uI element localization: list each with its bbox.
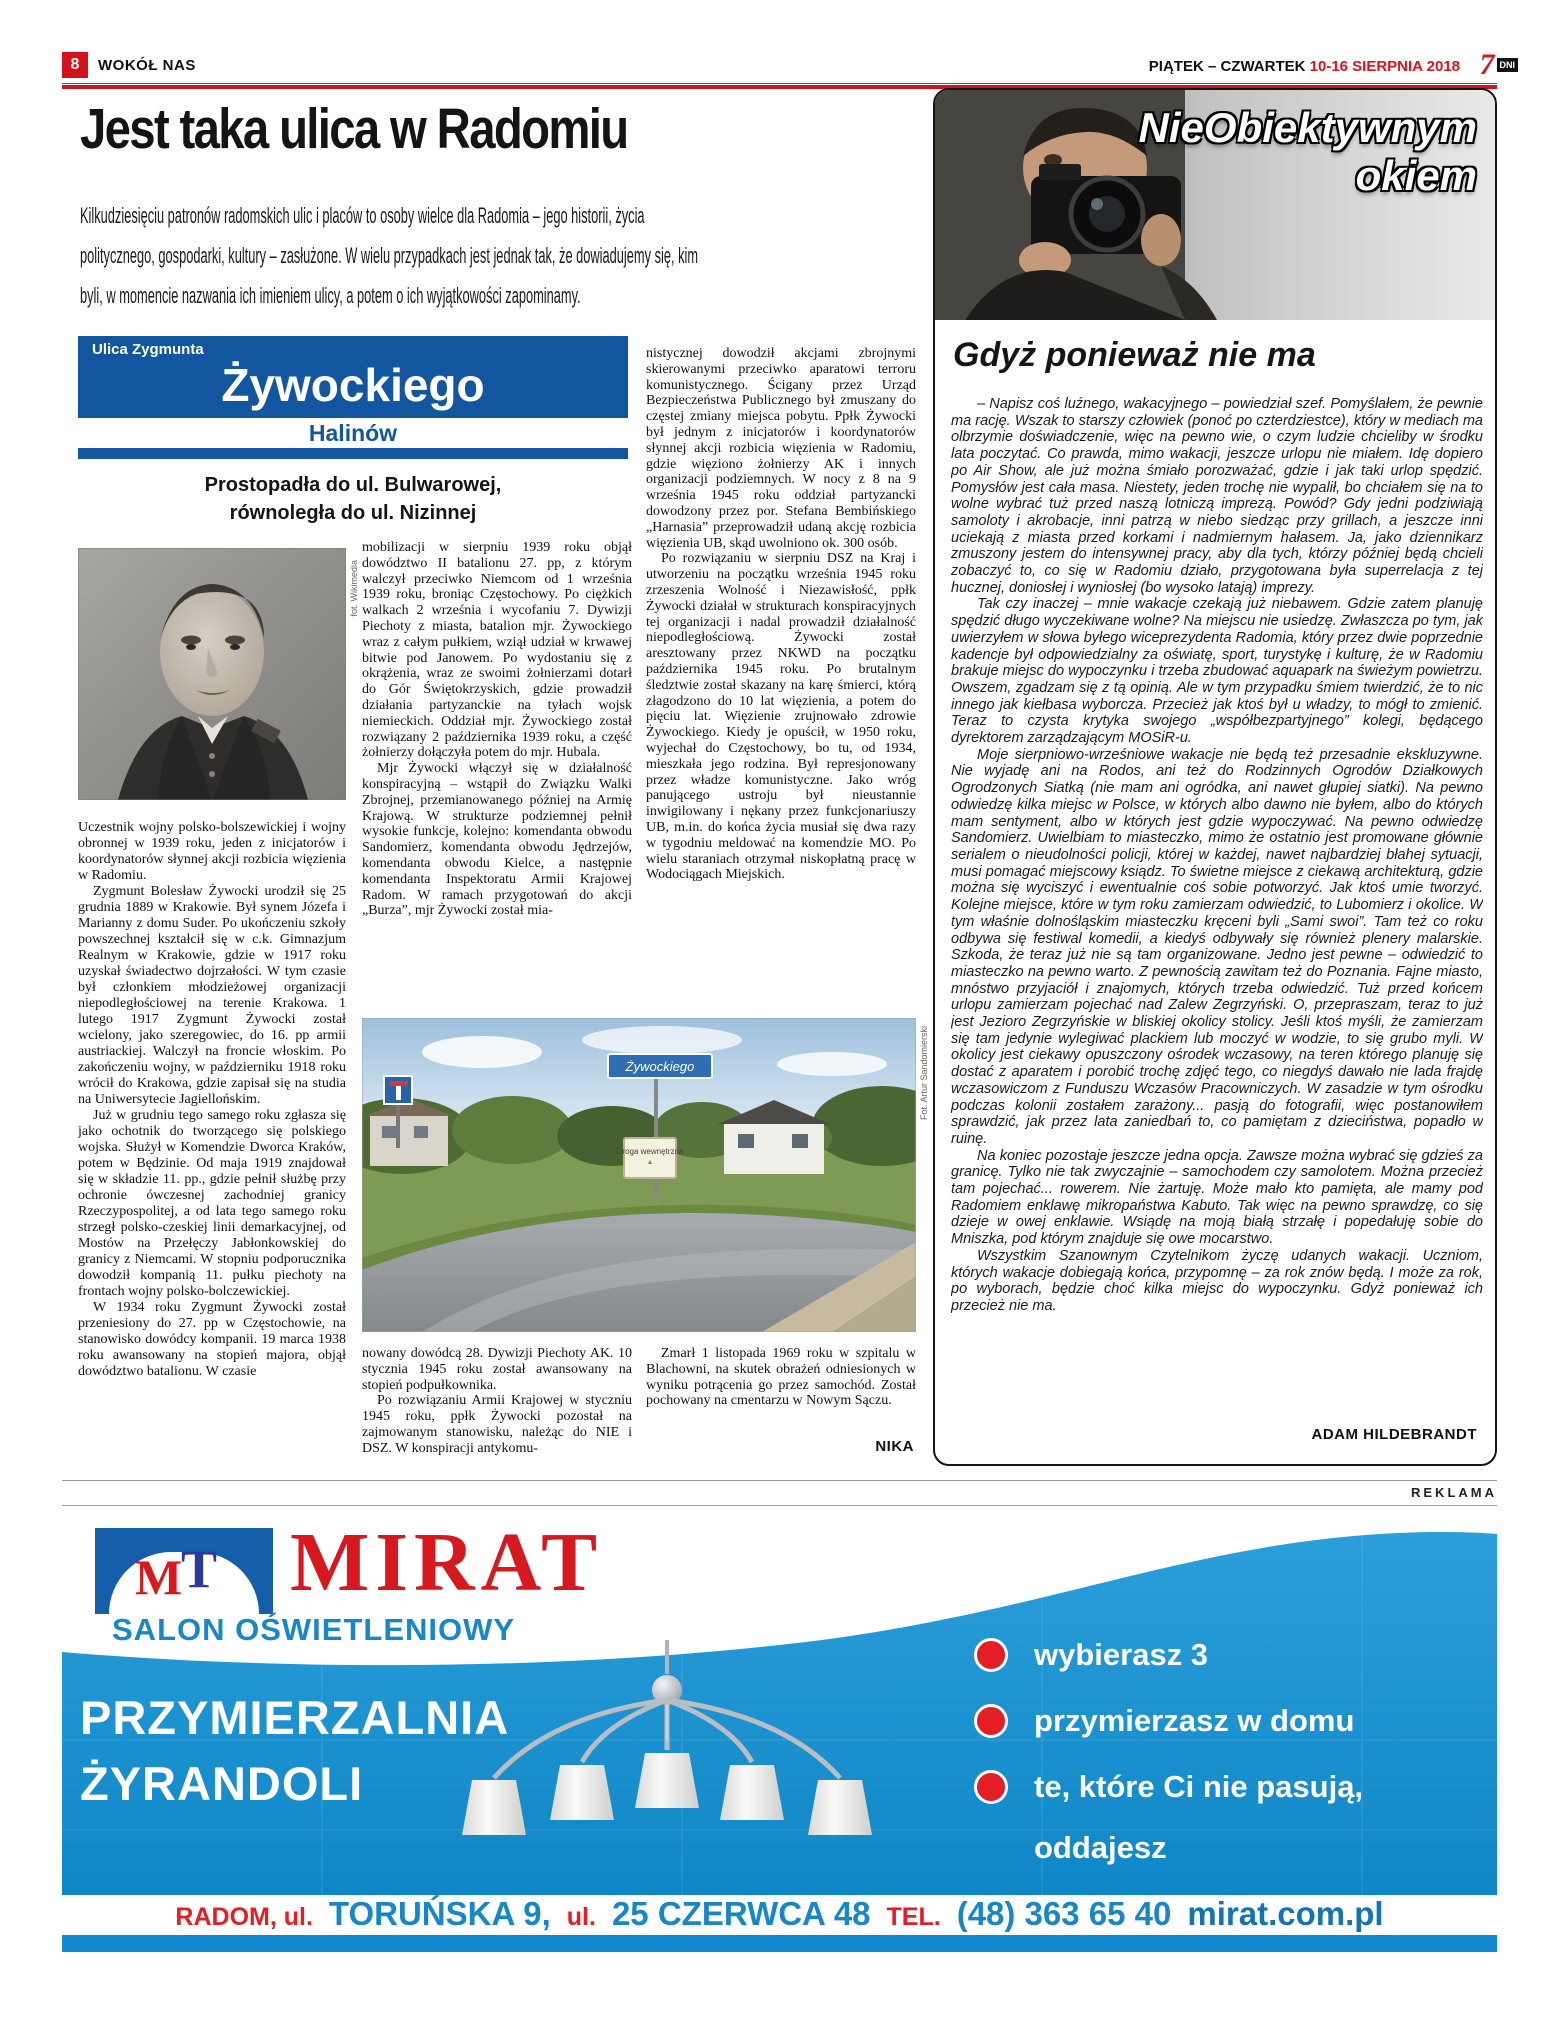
ad-subtitle: SALON OŚWIETLENIOWY xyxy=(112,1612,516,1647)
location-note-line2: równoległa do ul. Nizinnej xyxy=(229,502,477,524)
date-range: 10-16 SIERPNIA 2018 xyxy=(1309,58,1460,75)
article-column-3 xyxy=(646,346,916,1020)
paragraph: Po rozwiązaniu w sierpniu DSZ na Kraj i utworzeniu na początku września 1945 roku zrzeszenia Wolność i Niezawisłość, ppłk Żywocki działał w strukturach konspiracyjnych tej organizacji i nadal prowadził działalność niepodległościową. Żywocki został aresztowany przez NKWD na początku października 1945 roku. Po brutalnym śledztwie został skazany na karę śmierci, którą złagodzono do 10 lat więzienia, a potem do pięciu lat. Więzienie zrujnowało zdrowie Żywockiego. Kiedy je opuścił, w 1950 roku, wyjechał do Częstochowy, bo tu, od 1934, mieszkała jego rodzina. Był represjonowany przez władze komunistyczne. Jako wróg panującego ustroju był nieustannie inwigilowany i nękany przez funkcjonariuszy UB, m.in. do końca życia musiał się dwa razy w tygodniu meldować na komendzie MO. Po wielu staraniach otrzymał niskopłatną pracę w Wodociągach Miejskich. xyxy=(646,551,916,883)
oped-column-logo xyxy=(1139,104,1477,200)
oped-author: ADAM HILDEBRANDT xyxy=(1311,1426,1477,1443)
reklama-label: REKLAMA xyxy=(1411,1485,1497,1500)
location-note-line1: Prostopadła do ul. Bulwarowej, xyxy=(204,474,502,496)
mirat-advertisement xyxy=(62,1512,1497,1952)
section-title: WOKÓŁ NAS xyxy=(98,57,196,74)
paragraph: Zmarł 1 listopada 1969 roku w szpitalu w Blachowni, na skutek obrażeń odniesionych w wyniku potrącenia go przez samochód. Został pochowany na cmentarzu w Nowym Sączu. xyxy=(646,1346,916,1409)
phone-label: TEL. xyxy=(886,1903,941,1931)
issue-date xyxy=(1149,58,1460,75)
phone-number: (48) 363 65 40 xyxy=(956,1895,1172,1932)
ad-bullet-3 xyxy=(974,1769,1363,1805)
ad-bigline-1: PRZYMIERZALNIA xyxy=(80,1691,510,1744)
article-column-2-below xyxy=(362,1346,632,1480)
paragraph: nistycznej dowodził akcjami zbrojnymi skierowanymi przeciwko aparatowi terroru komunistycznego. Ścigany przez Urząd Bezpieczeństwa Publicznego był zmuszany do częstej zmiany miejsca pobytu. Ppłk Żywocki był jednym z inicjatorów i koordynatorów słynnej akcji rozbicia więzienia w Radomiu, gdzie więziono żołnierzy AK i innych organizacji podziemnych. W nocy z 8 na 9 września 1945 roku oddział partyzancki dowodzony przez por. Stefana Bembińskiego „Harnasia” przeprowadził udaną akcję rozbicia więzienia UB, skąd uwolniono ok. 300 osób. xyxy=(646,346,916,551)
address-city: RADOM, ul. xyxy=(175,1903,313,1931)
street-kicker: Ulica Zygmunta xyxy=(92,341,204,358)
oped-title: Gdyż ponieważ nie ma xyxy=(953,336,1316,374)
street-name-box xyxy=(78,336,628,418)
district-underline xyxy=(78,448,628,459)
date-prefix: PIĄTEK – CZWARTEK xyxy=(1148,58,1310,75)
article-headline: Jest taka ulica w Radomiu xyxy=(80,97,628,161)
ad-address-bar xyxy=(62,1895,1497,1935)
svg-text:▲: ▲ xyxy=(646,1159,654,1166)
street-name: Żywockiego xyxy=(221,359,485,411)
paragraph: mobilizacji w sierpniu 1939 roku objął dowództwo II batalionu 27. pp, z którym walczył przeciwko Niemcom od 1 września 1939 roku, broniąc Częstochowy. Po ciężkich walkach 2 września i wycofaniu 7. Dywizji Piechoty z miasta, batalion mjr. Żywockiego wraz z całym pułkiem, wziął udział w krwawej bitwie pod Janowem. Po wydostaniu się z okrążenia, wraz ze swoimi żołnierzami dotarł do Gór Świętokrzyskich, gdzie prowadził działania partyzanckie na tyłach wojsk niemieckich. Oddział mjr. Żywockiego został rozwiązany 2 października 1939 roku, a część żołnierzy dołączyła potem do mjr. Hubala. xyxy=(362,540,632,761)
bullet-dot-icon xyxy=(974,1638,1008,1672)
bullet-dot-icon xyxy=(974,1704,1008,1738)
article-column-1 xyxy=(78,820,346,1482)
oped-column-box xyxy=(933,88,1497,1466)
bullet-dot-icon xyxy=(974,1770,1008,1804)
paragraph: Tak czy inaczej – mnie wakacje czekają już niebawem. Gdzie zatem planuję spędzić długo wyczekiwane wolne? Na miejscu nie usiedzę. Zwłaszcza po tym, jak uwierzyłem w słowa byłego wiceprezydenta Radomia, który przez dwie poprzednie kadencje był odpowiedzialny za oświatę, sport, turystykę i kulturę, że w Radomiu brakuje miejsc do wypoczynku i trzeba zbudować aquapark na świeżym powietrzu. Owszem, zgadzam się z tą opinią. Ale w tym przypadku śmiem twierdzić, że to nic innego jak kiełbasa wyborcza. Przecież jak ktoś był u władzy, to mógł to zmienić. Teraz to czysta krytyka swojego „współbezpartyjnego” kolegi, będącego dyrektorem zarządzającym MOSiR-u. xyxy=(951,596,1483,747)
mirat-logo xyxy=(95,1528,273,1614)
street-sign-label: Żywockiego xyxy=(625,1059,695,1074)
bullet-label: te, które Ci nie pasują, xyxy=(1034,1769,1364,1804)
paragraph: Na koniec pozostaje jeszcze jedna opcja. Zawsze można wybrać się gdzieś za granicę. Tylko nie tak zwyczajnie – samochodem czy samolotem. Można przecież tam pojechać... rowerem. Nie żartuję. Może mało kto pamięta, ale mamy pod Radomiem enklawę mikropaństwa Kabuto. Tak więc na pewno sprawdzę, co się dzieje w owej enklawie. Wsiądę na moją białą strzałę i popedałuję sobie do Mniszka, pod którym znajduje się owe mocarstwo. xyxy=(951,1147,1483,1248)
district-label: Halinów xyxy=(78,418,628,448)
mirat-monogram-m: M xyxy=(135,1549,183,1605)
ad-bullet-1 xyxy=(974,1637,1208,1673)
oped-logo-line2: okiem xyxy=(1355,152,1477,199)
masthead-rule-thin xyxy=(62,83,1497,84)
portrait-photo xyxy=(78,548,346,800)
bullet-label: przymierzasz w domu xyxy=(1034,1703,1355,1738)
address-ul: ul. xyxy=(566,1903,596,1931)
paragraph: Wszystkim Szanownym Czytelnikom życzę udanych wakacji. Uczniom, których wakacje dobiegają końca, przypomnę – za rok znów będą. I może za rok, po wyborach, będzie choć kilka miejsc do wypoczynku. Gdyż ponieważ ich przecież nie ma. xyxy=(951,1247,1483,1314)
paragraph: nowany dowódcą 28. Dywizji Piechoty AK. 10 stycznia 1945 roku został awansowany na stopień podpułkownika. xyxy=(362,1346,632,1393)
article-column-3-below xyxy=(646,1346,916,1442)
paragraph: Już w grudniu tego samego roku zgłasza się jako ochotnik do tworzącego się polskiego wojska. Służył w Komendzie Dworca Kraków, potem w Będzinie. Od maja 1919 znajdował się w składzie 11. pp., gdzie pełnił służbę przy ochronie ówczesnej zachodniej granicy Rzeczypospolitej, a od lata tego samego roku strzegł polsko-czeskiej linii demarkacyjnej, od Mostów na Przełęczy Jabłonkowskiej do granicy z Niemcami. W stopniu podporucznika dowodził kompanią 11. pułku piechoty na frontach wojny polsko-bolczewickiej. xyxy=(78,1108,346,1299)
logo-dni-label: DNI xyxy=(1497,58,1519,72)
paragraph: W 1934 roku Zygmunt Żywocki został przeniesiony do 27. pp w Częstochowie, na stanowisko dowódcy kompanii. 19 marca 1938 roku awansowany na stopień majora, objął dowództwo batalionu. W czasie xyxy=(78,1300,346,1379)
paragraph: Zygmunt Bolesław Żywocki urodził się 25 grudnia 1889 w Krakowie. Był synem Józefa i Marianny z domu Suder. Po ukończeniu szkoły powszechnej kształcił się w c.k. Gimnazjum Realnym w Krakowie, gdzie w 1917 roku uzyskał świadectwo dojrzałości. W tym czasie był członkiem młodzieżowej organizacji niepodległościowej na terenie Krakowa. 1 lutego 1917 Zygmunt Żywocki został wcielony, jako szeregowiec, do 16. pp armii austriackiej. Walczył na froncie włoskim. Po zakończeniu wojny, w październiku 1918 roku wrócił do Krakowa, gdzie zapisał się na studia na Uniwersytecie Jagiellońskim. xyxy=(78,884,346,1107)
website-url: mirat.com.pl xyxy=(1187,1895,1384,1932)
mirat-monogram-t: T xyxy=(181,1539,218,1599)
mirat-brand-name: MIRAT xyxy=(290,1516,604,1609)
address-street-2: 25 CZERWCA 48 xyxy=(611,1895,871,1932)
paragraph: – Napisz coś luźnego, wakacyjnego – powiedział szef. Pomyślałem, że pewnie ma rację. Wszak to starszy człowiek (ponoć po czterdziestce), który w mediach ma olbrzymie doświadczenie, więc na pewno wie, o czym ludzie chcieliby w środku lata poczytać. Co prawda, mimo wakacji, jeszcze urlopu nie miałem. Idę dopiero po Air Show, ale już można śmiało porozważać, gdzie i jak taki urlop spędzić. Pomysłów jest cała masa. Niestety, jeden trochę nie wypalił, bo chciałem się na to wolne wybrać tuż przed naszą lotniczą imprezą. Powód? Gdy jedni podziwiają samoloty i akrobacje, inni patrzą w niebo siedząc przy grillach, a jeszcze inni uciekają z miasta przed korkami i nadmiernym hałasem. Ja, jako dziennikarz zmuszony jestem do intensywnej pracy, aby dla tych, którzy później będą chcieli zobaczyć to, co się w Radomiu działo, przygotowana była superrelacja z tej hucznej, doniosłej i wyniosłej (bo wysoko latają) imprezy. xyxy=(951,396,1483,596)
portrait-photo-caption: fot. Wikimedia xyxy=(349,560,359,617)
page-number: 8 xyxy=(62,52,88,78)
street-photo xyxy=(362,1018,916,1332)
oped-logo-line1: NieObiektywnym xyxy=(1138,104,1477,151)
article-byline: NIKA xyxy=(875,1438,914,1455)
paragraph: Mjr Żywocki włączył się w działalność konspiracyjną – wstąpił do Związku Walki Zbrojnej, przemianowanego później na Armię Krajową. W strukturze podziemnej pełnił wysokie funkcje, kolejno: komendanta obwodu Sandomierz, komendanta obwodu Jędrzejów, komendanta obwodu Kielce, a następnie komendanta Inspektoratu Armii Krajowej Radom. W ramach przygotowań do akcji „Burza”, mjr Żywocki został mia- xyxy=(362,761,632,919)
bullet-label: oddajesz xyxy=(1034,1830,1167,1865)
bullet-label: wybierasz 3 xyxy=(1034,1637,1209,1672)
ad-bottom-strip xyxy=(62,1935,1497,1952)
paragraph: Po rozwiązaniu Armii Krajowej w styczniu 1945 roku, ppłk Żywocki pozostał na zajmowanym stanowisku, należąc do NIE i DSZ. W konspiracji antykomu- xyxy=(362,1393,632,1456)
article-lead: Kilkudziesięciu patronów radomskich ulic i placów to osoby wielce dla Radomia – jego historii, życia politycznego, gospodarki, kultury – zasłużone. W wielu przypadkach jest jednak tak, że dowiadujemy się, kim byli, w momencie nazwania ich imieniem ulicy, a potem o ich wyjątkowości zapominamy. xyxy=(80,203,699,308)
ad-bigline-2: ŻYRANDOLI xyxy=(80,1757,364,1810)
paragraph: Moje sierpniowo-wrześniowe wakacje nie będą też przesadnie ekskluzywne. Nie wyjadę ani na Rodos, ani też do Rodzinnych Ogrodów Działkowych Ogrodzonych Siatką (nie mam ani ogródka, ani nawet głupiej siatki). Na pewno odwiedzę kilka miejsc w Polsce, w których albo dawno nie byłem, albo do których mam sentyment, albo w których jest gdzie wypoczywać. Na pewno odwiedzę Sandomierz. Uwielbiam to miasteczko, mimo że ostatnio jest promowane głównie serialem o nieudolności policji, której w każdej, nawet najbardziej błahej sytuacji, musi pomagać miejscowy ksiądz. To świetne miejsce z ciekawą architekturą, gdzie można się wyciszyć i ewentualnie coś sobie potworzyć. Jak ktoś umie tworzyć. Kolejne miejsce, które w tym roku zamierzam odwiedzić, to Lubomierz i okolice. W tym właśnie dolnośląskim miasteczku kręceni byli „Sami swoi”. Tam też co roku odbywa się festiwal komedii, a kiedyś odbywały się również plenery malarskie. Szkoda, że teraz już nie są tam organizowane. Jedno jest pewne – odwiedzić to miasteczko na pewno warto. Z pewnością zawitam też do Poznania. Fajne miasto, mnóstwo przyjaciół i znajomych, których trzeba odwiedzić. Tuż przed końcem urlopu zamierzam pojechać nad Zalew Zegrzyński. O, przepraszam, teraz to już jest Jezioro Zegrzyńskie w bliskiej okolicy stolicy. Jeśli ktoś myśli, że zamierzam się tam jedynie wylegiwać plackiem lub moczyć w wodzie, to się grubo myli. W okolicy jest ciekawy opuszczony ośrodek wczasowy, na teren którego planuję się dostać z aparatem i porobić trochę zdjęć tego, co niegdyś dawało nie lada frajdę wczasowiczom z Funduszu Wczasów Pracowniczych. W zasadzie w tym ośrodku podczas kolonii zostałem zarażony... pasją do fotografii, więc postanowiłem sprawdzić, jak przez lata zaniedbań to, co pamiętam z dzieciństwa, popadło w ruinę. xyxy=(951,746,1483,1147)
article-column-2 xyxy=(362,540,632,1020)
oped-body xyxy=(951,396,1483,1422)
chandelier-image xyxy=(422,1640,912,1890)
paragraph: Uczestnik wojny polsko-bolszewickiej i wojny obronnej w 1939 roku, jeden z inicjatorów i koordynatorów słynnej akcji rozbicia więzienia w Radomiu. xyxy=(78,820,346,883)
road-sign-label: Droga wewnętrzna xyxy=(616,1147,684,1156)
street-photo-caption: Fot. Artur Sandomierski xyxy=(919,1026,929,1121)
address-street-1: TORUŃSKA 9, xyxy=(328,1895,551,1932)
ad-bullet-2 xyxy=(974,1703,1354,1739)
reklama-strip xyxy=(62,1480,1497,1506)
ad-bullet-tail xyxy=(1034,1830,1167,1866)
seven-dni-logo xyxy=(1480,50,1519,80)
logo-seven-glyph: 7 xyxy=(1479,48,1495,81)
